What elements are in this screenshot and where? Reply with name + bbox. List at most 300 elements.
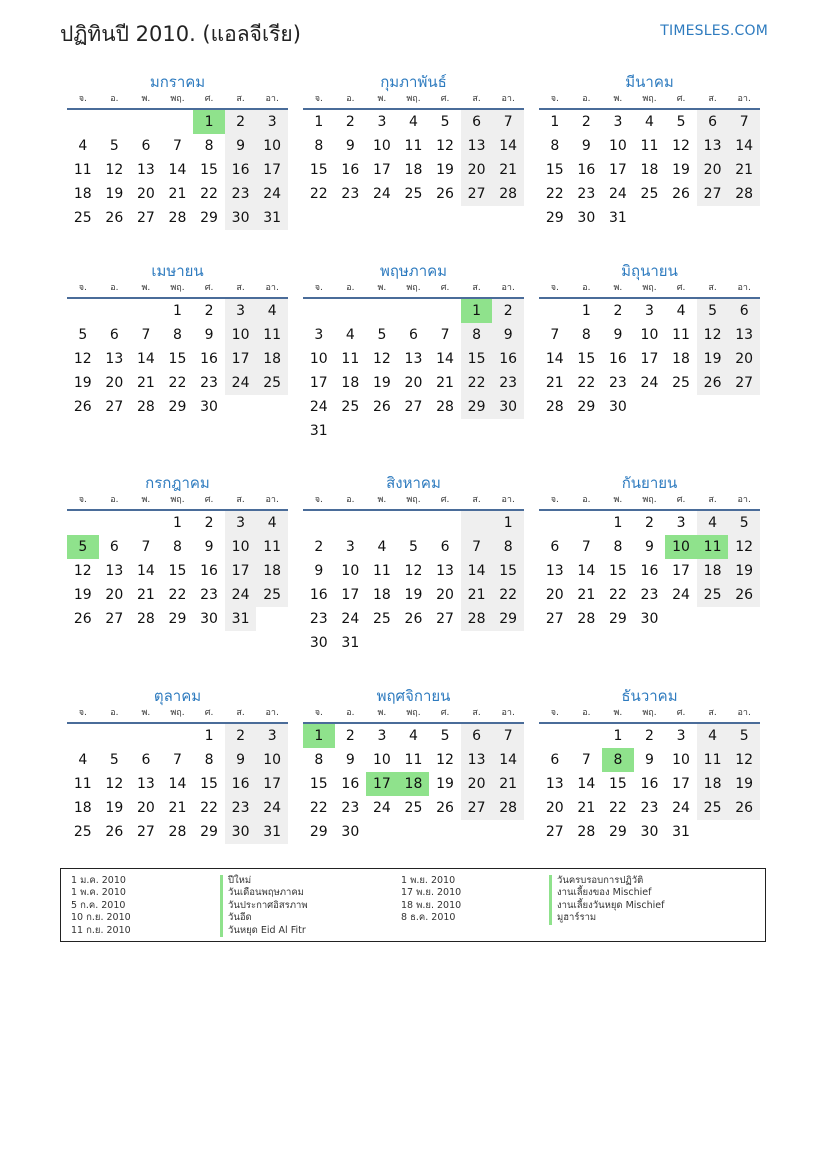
day-cell[interactable]: 13 — [136, 162, 155, 178]
day-cell[interactable]: 30 — [225, 820, 257, 844]
day-cell[interactable]: 2 — [225, 110, 257, 134]
day-cell[interactable]: 29 — [309, 824, 328, 840]
day-cell[interactable]: 28 — [136, 611, 155, 627]
day-cell[interactable]: 15 — [608, 563, 627, 579]
day-cell[interactable]: 31 — [341, 635, 360, 651]
day-cell[interactable]: 20 — [728, 347, 760, 371]
day-cell[interactable]: 6 — [697, 110, 729, 134]
day-cell[interactable]: 30 — [640, 824, 659, 840]
day-cell[interactable]: 24 — [309, 399, 328, 415]
day-cell[interactable]: 14 — [492, 748, 524, 772]
day-cell[interactable]: 20 — [105, 375, 124, 391]
day-cell[interactable]: 21 — [168, 800, 187, 816]
day-cell[interactable]: 6 — [550, 539, 560, 555]
day-cell[interactable]: 13 — [136, 776, 155, 792]
day-cell[interactable]: 13 — [105, 563, 124, 579]
day-cell[interactable]: 30 — [200, 611, 218, 627]
day-cell[interactable]: 12 — [672, 138, 690, 154]
day-cell[interactable]: 7 — [173, 752, 182, 768]
day-cell[interactable]: 14 — [577, 776, 596, 792]
day-cell[interactable]: 15 — [492, 559, 524, 583]
day-cell[interactable]: 4 — [256, 299, 288, 323]
day-cell[interactable]: 20 — [136, 800, 155, 816]
day-cell[interactable]: 20 — [404, 375, 423, 391]
day-cell[interactable]: 4 — [377, 539, 387, 555]
day-cell[interactable]: 16 — [492, 347, 524, 371]
day-cell[interactable]: 20 — [436, 587, 454, 603]
day-cell[interactable]: 31 — [608, 210, 627, 226]
day-cell[interactable]: 6 — [550, 752, 560, 768]
day-cell[interactable]: 22 — [577, 375, 596, 391]
day-cell[interactable]: 17 — [366, 772, 398, 796]
day-cell[interactable]: 9 — [204, 327, 214, 343]
day-cell[interactable]: 23 — [577, 186, 596, 202]
day-cell[interactable]: 17 — [672, 776, 690, 792]
day-cell[interactable]: 10 — [309, 351, 328, 367]
day-cell[interactable]: 19 — [436, 776, 454, 792]
day-cell[interactable]: 24 — [640, 375, 659, 391]
day-cell[interactable]: 24 — [256, 796, 288, 820]
day-cell[interactable]: 23 — [640, 800, 659, 816]
day-cell[interactable]: 27 — [728, 371, 760, 395]
day-cell[interactable]: 27 — [136, 824, 155, 840]
day-cell[interactable]: 3 — [676, 728, 686, 744]
day-cell[interactable]: 21 — [577, 800, 596, 816]
day-cell[interactable]: 14 — [492, 134, 524, 158]
day-cell[interactable]: 14 — [728, 134, 760, 158]
day-cell[interactable]: 27 — [461, 182, 493, 206]
day-cell[interactable]: 26 — [672, 186, 690, 202]
day-cell[interactable]: 8 — [173, 327, 182, 343]
day-cell[interactable]: 22 — [309, 186, 328, 202]
day-cell[interactable]: 30 — [341, 824, 360, 840]
day-cell[interactable]: 22 — [608, 587, 627, 603]
day-cell[interactable]: 15 — [608, 776, 627, 792]
day-cell[interactable]: 25 — [404, 800, 423, 816]
day-cell[interactable]: 28 — [436, 399, 454, 415]
day-cell[interactable]: 4 — [78, 138, 88, 154]
day-cell[interactable]: 25 — [697, 583, 729, 607]
day-cell[interactable]: 26 — [436, 800, 454, 816]
day-cell[interactable]: 18 — [404, 162, 423, 178]
day-cell[interactable]: 21 — [545, 375, 564, 391]
day-cell[interactable]: 29 — [577, 399, 596, 415]
day-cell[interactable]: 10 — [372, 752, 391, 768]
day-cell[interactable]: 10 — [372, 138, 391, 154]
day-cell[interactable]: 16 — [309, 587, 328, 603]
day-cell[interactable]: 4 — [345, 327, 355, 343]
day-cell[interactable]: 4 — [409, 728, 418, 744]
day-cell[interactable]: 14 — [168, 162, 187, 178]
day-cell[interactable]: 6 — [109, 327, 119, 343]
day-cell[interactable]: 10 — [640, 327, 659, 343]
day-cell[interactable]: 5 — [67, 535, 99, 559]
day-cell[interactable]: 9 — [204, 539, 214, 555]
day-cell[interactable]: 23 — [309, 611, 328, 627]
day-cell[interactable]: 14 — [136, 563, 155, 579]
day-cell[interactable]: 23 — [640, 587, 659, 603]
day-cell[interactable]: 10 — [672, 752, 690, 768]
day-cell[interactable]: 22 — [200, 800, 218, 816]
day-cell[interactable]: 10 — [256, 134, 288, 158]
day-cell[interactable]: 10 — [225, 323, 257, 347]
day-cell[interactable]: 25 — [256, 583, 288, 607]
day-cell[interactable]: 9 — [613, 327, 623, 343]
day-cell[interactable]: 6 — [461, 724, 493, 748]
day-cell[interactable]: 12 — [73, 563, 92, 579]
day-cell[interactable]: 4 — [645, 114, 654, 130]
day-cell[interactable]: 1 — [204, 728, 214, 744]
day-cell[interactable]: 1 — [173, 515, 182, 531]
day-cell[interactable]: 9 — [345, 138, 355, 154]
day-cell[interactable]: 18 — [697, 559, 729, 583]
day-cell[interactable]: 8 — [581, 327, 591, 343]
day-cell[interactable]: 13 — [461, 748, 493, 772]
day-cell[interactable]: 24 — [672, 587, 690, 603]
day-cell[interactable]: 26 — [73, 399, 92, 415]
day-cell[interactable]: 12 — [697, 323, 729, 347]
day-cell[interactable]: 29 — [168, 611, 187, 627]
day-cell[interactable]: 4 — [78, 752, 88, 768]
day-cell[interactable]: 5 — [109, 752, 119, 768]
day-cell[interactable]: 23 — [200, 587, 218, 603]
day-cell[interactable]: 13 — [436, 563, 454, 579]
day-cell[interactable]: 20 — [461, 158, 493, 182]
day-cell[interactable]: 1 — [492, 511, 524, 535]
day-cell[interactable]: 19 — [728, 772, 760, 796]
day-cell[interactable]: 17 — [256, 772, 288, 796]
day-cell[interactable]: 28 — [492, 182, 524, 206]
day-cell[interactable]: 7 — [141, 327, 151, 343]
day-cell[interactable]: 22 — [461, 371, 493, 395]
day-cell[interactable]: 10 — [665, 535, 697, 559]
day-cell[interactable]: 19 — [73, 375, 92, 391]
day-cell[interactable]: 25 — [341, 399, 360, 415]
day-cell[interactable]: 9 — [645, 752, 654, 768]
day-cell[interactable]: 4 — [697, 511, 729, 535]
day-cell[interactable]: 7 — [492, 724, 524, 748]
day-cell[interactable]: 14 — [461, 559, 493, 583]
day-cell[interactable]: 21 — [136, 375, 155, 391]
day-cell[interactable]: 18 — [341, 375, 360, 391]
day-cell[interactable]: 7 — [173, 138, 182, 154]
day-cell[interactable]: 26 — [728, 583, 760, 607]
day-cell[interactable]: 2 — [492, 299, 524, 323]
day-cell[interactable]: 27 — [105, 611, 124, 627]
brand-logo[interactable]: TIMESLES.COM — [660, 23, 768, 39]
day-cell[interactable]: 24 — [372, 186, 391, 202]
day-cell[interactable]: 24 — [256, 182, 288, 206]
day-cell[interactable]: 29 — [608, 611, 627, 627]
day-cell[interactable]: 12 — [73, 351, 92, 367]
day-cell[interactable]: 17 — [309, 375, 328, 391]
day-cell[interactable]: 24 — [225, 371, 257, 395]
day-cell[interactable]: 31 — [225, 607, 257, 631]
day-cell[interactable]: 4 — [409, 114, 418, 130]
day-cell[interactable]: 27 — [697, 182, 729, 206]
day-cell[interactable]: 21 — [461, 583, 493, 607]
day-cell[interactable]: 10 — [256, 748, 288, 772]
day-cell[interactable]: 21 — [577, 587, 596, 603]
day-cell[interactable]: 8 — [602, 748, 634, 772]
day-cell[interactable]: 18 — [73, 800, 92, 816]
day-cell[interactable]: 9 — [225, 134, 257, 158]
day-cell[interactable]: 14 — [168, 776, 187, 792]
day-cell[interactable]: 25 — [672, 375, 690, 391]
day-cell[interactable]: 27 — [136, 210, 155, 226]
day-cell[interactable]: 20 — [461, 772, 493, 796]
day-cell[interactable]: 30 — [309, 635, 328, 651]
day-cell[interactable]: 8 — [314, 138, 324, 154]
day-cell[interactable]: 1 — [461, 299, 493, 323]
day-cell[interactable]: 18 — [640, 162, 659, 178]
day-cell[interactable]: 7 — [461, 535, 493, 559]
day-cell[interactable]: 18 — [256, 347, 288, 371]
day-cell[interactable]: 17 — [672, 563, 690, 579]
day-cell[interactable]: 28 — [168, 824, 187, 840]
day-cell[interactable]: 19 — [73, 587, 92, 603]
day-cell[interactable]: 25 — [404, 186, 423, 202]
day-cell[interactable]: 10 — [608, 138, 627, 154]
day-cell[interactable]: 4 — [676, 303, 686, 319]
day-cell[interactable]: 21 — [136, 587, 155, 603]
day-cell[interactable]: 19 — [105, 800, 124, 816]
day-cell[interactable]: 27 — [545, 824, 564, 840]
day-cell[interactable]: 24 — [225, 583, 257, 607]
day-cell[interactable]: 6 — [141, 752, 151, 768]
day-cell[interactable]: 16 — [200, 563, 218, 579]
day-cell[interactable]: 30 — [200, 399, 218, 415]
day-cell[interactable]: 30 — [492, 395, 524, 419]
day-cell[interactable]: 5 — [78, 327, 88, 343]
day-cell[interactable]: 22 — [545, 186, 564, 202]
day-cell[interactable]: 26 — [73, 611, 92, 627]
day-cell[interactable]: 30 — [225, 206, 257, 230]
day-cell[interactable]: 16 — [640, 776, 659, 792]
day-cell[interactable]: 28 — [577, 824, 596, 840]
day-cell[interactable]: 11 — [672, 327, 690, 343]
day-cell[interactable]: 15 — [309, 162, 328, 178]
day-cell[interactable]: 1 — [581, 303, 591, 319]
day-cell[interactable]: 13 — [697, 134, 729, 158]
day-cell[interactable]: 11 — [73, 776, 92, 792]
day-cell[interactable]: 2 — [204, 515, 214, 531]
day-cell[interactable]: 14 — [436, 351, 454, 367]
day-cell[interactable]: 18 — [697, 772, 729, 796]
day-cell[interactable]: 24 — [672, 800, 690, 816]
day-cell[interactable]: 12 — [436, 138, 454, 154]
day-cell[interactable]: 25 — [640, 186, 659, 202]
day-cell[interactable]: 11 — [640, 138, 659, 154]
day-cell[interactable]: 29 — [492, 607, 524, 631]
day-cell[interactable]: 24 — [341, 611, 360, 627]
day-cell[interactable]: 8 — [613, 539, 623, 555]
day-cell[interactable]: 12 — [372, 351, 391, 367]
day-cell[interactable]: 15 — [168, 563, 187, 579]
day-cell[interactable]: 1 — [173, 303, 182, 319]
day-cell[interactable]: 8 — [173, 539, 182, 555]
day-cell[interactable]: 26 — [728, 796, 760, 820]
day-cell[interactable]: 16 — [640, 563, 659, 579]
day-cell[interactable]: 26 — [105, 210, 124, 226]
day-cell[interactable]: 25 — [256, 371, 288, 395]
day-cell[interactable]: 21 — [436, 375, 454, 391]
day-cell[interactable]: 3 — [225, 511, 257, 535]
day-cell[interactable]: 15 — [545, 162, 564, 178]
day-cell[interactable]: 5 — [728, 511, 760, 535]
day-cell[interactable]: 16 — [341, 162, 360, 178]
day-cell[interactable]: 19 — [697, 347, 729, 371]
day-cell[interactable]: 27 — [461, 796, 493, 820]
day-cell[interactable]: 1 — [550, 114, 560, 130]
day-cell[interactable]: 7 — [581, 752, 591, 768]
day-cell[interactable]: 11 — [372, 563, 391, 579]
day-cell[interactable]: 22 — [608, 800, 627, 816]
day-cell[interactable]: 11 — [697, 748, 729, 772]
day-cell[interactable]: 2 — [645, 515, 654, 531]
day-cell[interactable]: 11 — [404, 138, 423, 154]
day-cell[interactable]: 3 — [314, 327, 324, 343]
day-cell[interactable]: 31 — [256, 820, 288, 844]
day-cell[interactable]: 11 — [404, 752, 423, 768]
day-cell[interactable]: 13 — [461, 134, 493, 158]
day-cell[interactable]: 2 — [345, 114, 355, 130]
day-cell[interactable]: 17 — [372, 162, 391, 178]
day-cell[interactable]: 14 — [545, 351, 564, 367]
day-cell[interactable]: 8 — [204, 138, 214, 154]
day-cell[interactable]: 8 — [550, 138, 560, 154]
day-cell[interactable]: 29 — [200, 210, 218, 226]
day-cell[interactable]: 9 — [492, 323, 524, 347]
day-cell[interactable]: 19 — [404, 587, 423, 603]
day-cell[interactable]: 21 — [168, 186, 187, 202]
day-cell[interactable]: 16 — [608, 351, 627, 367]
day-cell[interactable]: 2 — [645, 728, 654, 744]
day-cell[interactable]: 19 — [372, 375, 391, 391]
day-cell[interactable]: 5 — [440, 114, 450, 130]
day-cell[interactable]: 13 — [545, 776, 564, 792]
day-cell[interactable]: 7 — [440, 327, 450, 343]
day-cell[interactable]: 28 — [136, 399, 155, 415]
day-cell[interactable]: 2 — [314, 539, 324, 555]
day-cell[interactable]: 9 — [645, 539, 654, 555]
day-cell[interactable]: 29 — [545, 210, 564, 226]
day-cell[interactable]: 6 — [461, 110, 493, 134]
day-cell[interactable]: 25 — [73, 210, 92, 226]
day-cell[interactable]: 8 — [204, 752, 214, 768]
day-cell[interactable]: 5 — [377, 327, 387, 343]
day-cell[interactable]: 28 — [728, 182, 760, 206]
day-cell[interactable]: 17 — [225, 559, 257, 583]
day-cell[interactable]: 29 — [608, 824, 627, 840]
day-cell[interactable]: 16 — [577, 162, 596, 178]
day-cell[interactable]: 1 — [303, 724, 335, 748]
day-cell[interactable]: 23 — [341, 800, 360, 816]
day-cell[interactable]: 28 — [492, 796, 524, 820]
day-cell[interactable]: 12 — [105, 162, 124, 178]
day-cell[interactable]: 16 — [341, 776, 360, 792]
day-cell[interactable]: 5 — [440, 728, 450, 744]
day-cell[interactable]: 30 — [608, 399, 627, 415]
day-cell[interactable]: 18 — [73, 186, 92, 202]
day-cell[interactable]: 7 — [550, 327, 560, 343]
day-cell[interactable]: 1 — [613, 728, 623, 744]
day-cell[interactable]: 22 — [168, 587, 187, 603]
day-cell[interactable]: 26 — [697, 371, 729, 395]
day-cell[interactable]: 9 — [581, 138, 591, 154]
day-cell[interactable]: 7 — [141, 539, 151, 555]
day-cell[interactable]: 20 — [105, 587, 124, 603]
day-cell[interactable]: 23 — [608, 375, 627, 391]
day-cell[interactable]: 7 — [728, 110, 760, 134]
day-cell[interactable]: 12 — [404, 563, 423, 579]
day-cell[interactable]: 20 — [545, 587, 564, 603]
day-cell[interactable]: 23 — [225, 796, 257, 820]
day-cell[interactable]: 20 — [697, 158, 729, 182]
day-cell[interactable]: 3 — [256, 110, 288, 134]
day-cell[interactable]: 28 — [577, 611, 596, 627]
day-cell[interactable]: 5 — [697, 299, 729, 323]
day-cell[interactable]: 26 — [372, 399, 391, 415]
day-cell[interactable]: 23 — [492, 371, 524, 395]
day-cell[interactable]: 27 — [105, 399, 124, 415]
day-cell[interactable]: 6 — [409, 327, 418, 343]
day-cell[interactable]: 15 — [461, 347, 493, 371]
day-cell[interactable]: 23 — [225, 182, 257, 206]
day-cell[interactable]: 28 — [461, 607, 493, 631]
day-cell[interactable]: 11 — [697, 535, 729, 559]
day-cell[interactable]: 31 — [256, 206, 288, 230]
day-cell[interactable]: 12 — [728, 748, 760, 772]
day-cell[interactable]: 7 — [492, 110, 524, 134]
day-cell[interactable]: 20 — [545, 800, 564, 816]
day-cell[interactable]: 31 — [672, 824, 690, 840]
day-cell[interactable]: 9 — [225, 748, 257, 772]
day-cell[interactable]: 3 — [377, 728, 387, 744]
day-cell[interactable]: 18 — [398, 772, 430, 796]
day-cell[interactable]: 19 — [105, 186, 124, 202]
day-cell[interactable]: 23 — [341, 186, 360, 202]
day-cell[interactable]: 5 — [409, 539, 418, 555]
day-cell[interactable]: 18 — [256, 559, 288, 583]
day-cell[interactable]: 29 — [461, 395, 493, 419]
day-cell[interactable]: 10 — [341, 563, 360, 579]
day-cell[interactable]: 11 — [256, 323, 288, 347]
day-cell[interactable]: 15 — [309, 776, 328, 792]
day-cell[interactable]: 17 — [225, 347, 257, 371]
day-cell[interactable]: 20 — [136, 186, 155, 202]
day-cell[interactable]: 13 — [728, 323, 760, 347]
day-cell[interactable]: 5 — [728, 724, 760, 748]
day-cell[interactable]: 7 — [581, 539, 591, 555]
day-cell[interactable]: 3 — [377, 114, 387, 130]
day-cell[interactable]: 9 — [345, 752, 355, 768]
day-cell[interactable]: 14 — [577, 563, 596, 579]
day-cell[interactable]: 2 — [613, 303, 623, 319]
day-cell[interactable]: 5 — [109, 138, 119, 154]
day-cell[interactable]: 13 — [105, 351, 124, 367]
day-cell[interactable]: 15 — [168, 351, 187, 367]
day-cell[interactable]: 6 — [141, 138, 151, 154]
day-cell[interactable]: 17 — [256, 158, 288, 182]
day-cell[interactable]: 17 — [608, 162, 627, 178]
day-cell[interactable]: 26 — [105, 824, 124, 840]
day-cell[interactable]: 3 — [225, 299, 257, 323]
day-cell[interactable]: 12 — [728, 535, 760, 559]
day-cell[interactable]: 16 — [225, 158, 257, 182]
day-cell[interactable]: 30 — [577, 210, 596, 226]
day-cell[interactable]: 6 — [728, 299, 760, 323]
